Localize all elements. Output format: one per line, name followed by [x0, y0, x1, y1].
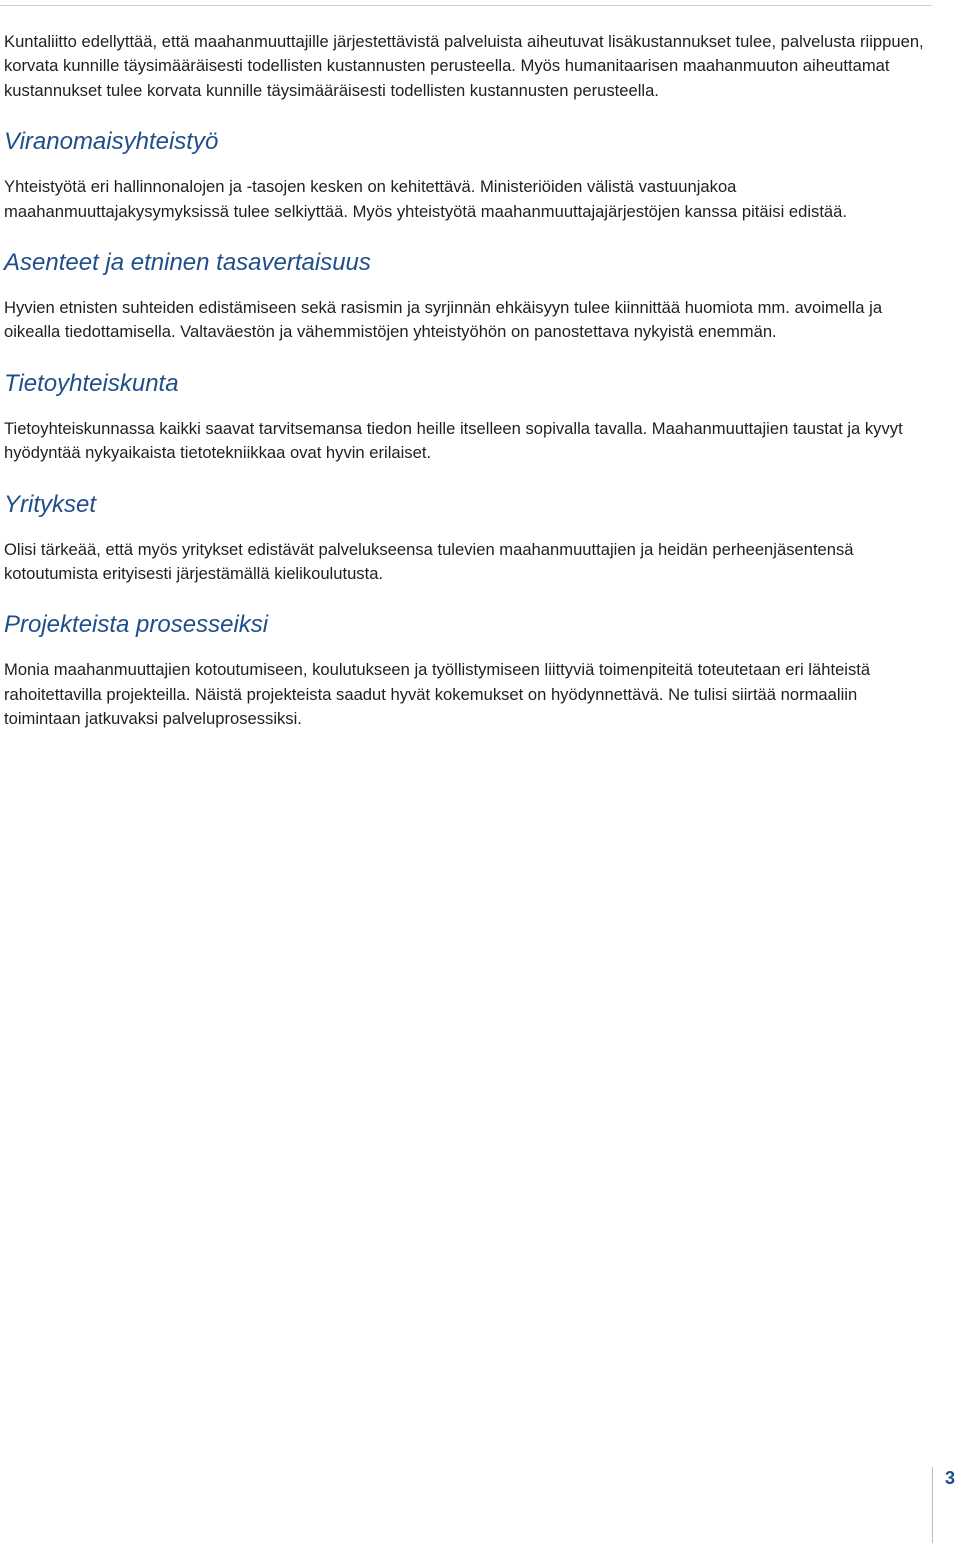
section-tietoyhteiskunta [4, 369, 928, 466]
section-paragraph: Hyvien etnisten suhteiden edistämiseen sekä rasismin ja syrjinnän ehkäisyyn tulee kiinnittää huomiota mm. avoimella ja oikealla tiedottamisella. Valtaväestön ja vähemmistöjen yhteistyöhön on panostettava nykyistä enemmän. [4, 298, 883, 342]
section-paragraph: Yhteistyötä eri hallinnonalojen ja -tasojen kesken on kehitettävä. Ministeriöiden välistä vastuunjakoa maahanmuuttajakysymyksissä tulee selkiyttää. Myös yhteistyötä maahanmuuttajajärjestöjen kanssa pitäisi edistää. [4, 177, 847, 221]
section-viranomaisyhteistyo [4, 127, 928, 224]
section-paragraph: Monia maahanmuuttajien kotoutumiseen, koulutukseen ja työllistymiseen liittyviä toimenpiteitä toteutetaan eri lähteistä rahoitettavilla projekteilla. Näistä projekteista saadut hyvät kokemukset on hyödynnettävä. Ne tulisi siirtää normaaliin toimintaan jatkuvaksi palveluprosessiksi. [4, 660, 871, 729]
page-number-divider [932, 1467, 933, 1543]
section-heading: Viranomaisyhteistyö [4, 128, 219, 156]
top-divider [0, 5, 932, 6]
section-paragraph: Olisi tärkeää, että myös yritykset edistävät palvelukseensa tulevien maahanmuuttajien ja heidän perheenjäsentensä kotoutumista erityisesti järjestämällä kielikoulutusta. [4, 539, 854, 584]
section-heading: Asenteet ja etninen tasavertaisuus [4, 249, 371, 277]
section-yritykset [4, 490, 928, 587]
section-heading: Projekteista prosesseiksi [4, 611, 269, 639]
section-asenteet [4, 248, 928, 345]
document-body [4, 30, 928, 732]
section-paragraph: Tietoyhteiskunnassa kaikki saavat tarvitsemansa tiedon heille itselleen sopivalla tavalla. Maahanmuuttajien taustat ja kyvyt hyödyntää nykyaikaista tietotekniikkaa ovat hyvin erilaiset. [4, 418, 903, 463]
intro-paragraph: Kuntaliitto edellyttää, että maahanmuuttajille järjestettävistä palveluista aiheutuvat lisäkustannukset tulee, palvelusta riippuen, korvata kunnille täysimääräisesti todellisten kustannusten perusteella. Myös humanitaarisen maahanmuuton aiheuttamat kustannukset tulee korvata kunnille täysimääräisesti todellisten kustannusten perusteella. [4, 32, 924, 100]
section-heading: Tietoyhteiskunta [4, 369, 179, 397]
section-projekteista-prosesseiksi [4, 610, 928, 731]
section-heading: Yritykset [4, 490, 97, 518]
page-number: 3 [945, 1468, 956, 1488]
